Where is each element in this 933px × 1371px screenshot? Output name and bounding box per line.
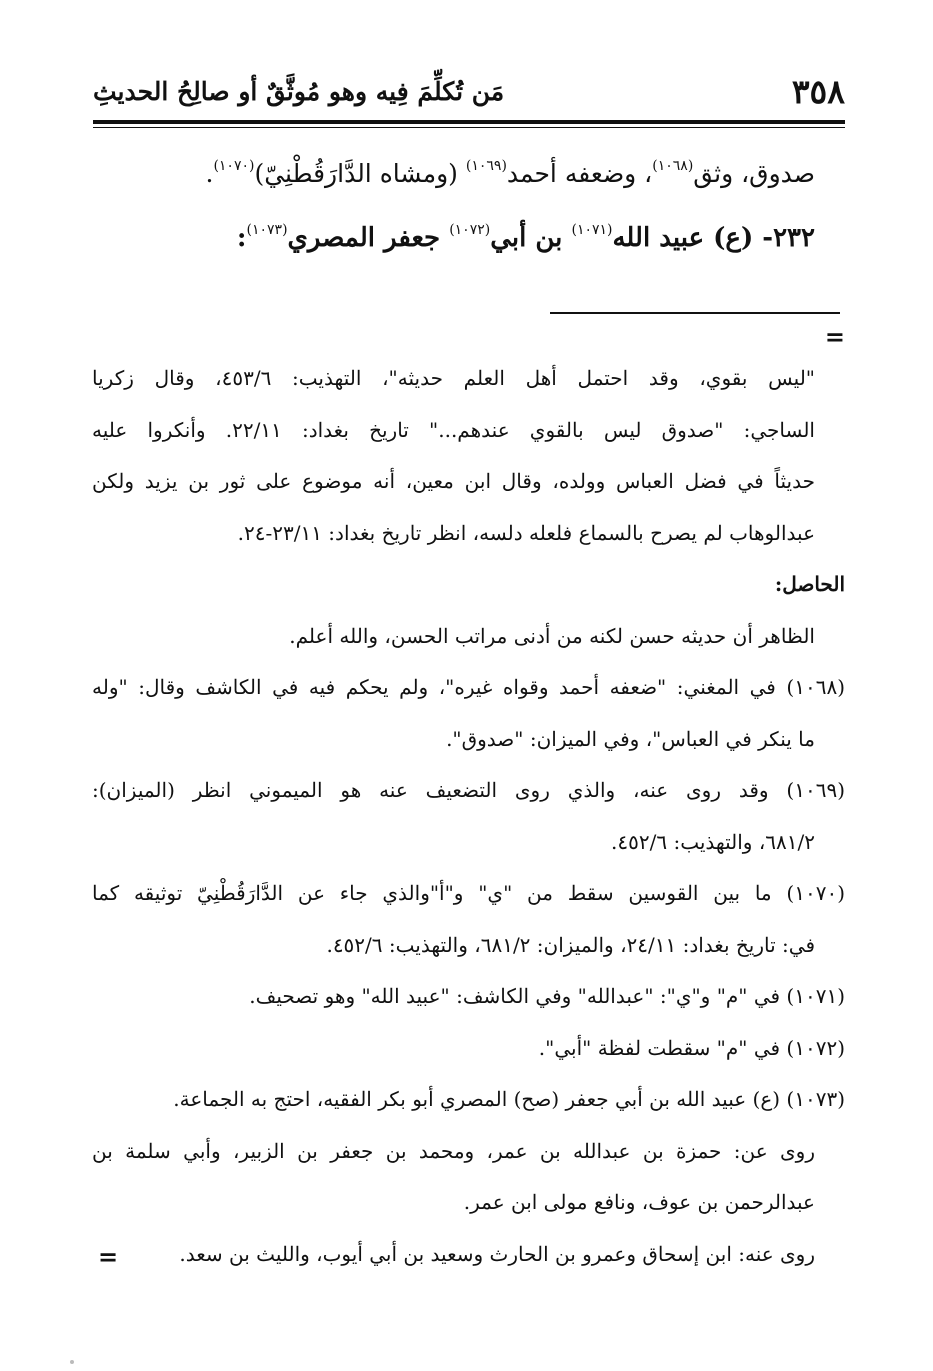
scan-speck	[70, 1360, 74, 1364]
next-page-mark: =	[98, 1242, 119, 1271]
entry-heading-text: :	[236, 223, 247, 253]
footnote-separator	[550, 312, 840, 314]
entry-heading	[90, 222, 815, 254]
footnote-line: "ليس بقوي، وقد احتمل أهل العلم حديثه"، التهذيب: ٤٥٣/٦، وقال زكريا	[92, 366, 816, 390]
footnote-line: ما ينكر في العباس"، وفي الميزان: "صدوق".	[446, 726, 815, 751]
footnote-ref[interactable]: (١٠٦٨)	[652, 158, 694, 174]
footnote-ref[interactable]: (١٠٧٠)	[213, 158, 255, 174]
entry-heading-text: ٢٣٢- (ع) عبيد الله	[612, 223, 815, 253]
footnote-line: الظاهر أن حديثه حسن لكنه من أدنى مراتب الحسن، والله أعلم.	[289, 623, 815, 648]
footnote-line: الساجي: "صدوق ليس بالقوي عندهم..." تاريخ بغداد: ٢٢/١١. وأنكروا عليه	[92, 417, 815, 442]
header-rule-thin	[93, 127, 845, 128]
continuation-mark: =	[824, 322, 845, 351]
page-number: ٣٥٨	[791, 71, 845, 111]
footnote-ref[interactable]: (١٠٧٣)	[246, 222, 288, 238]
entry-heading-text: بن أبي	[490, 223, 572, 253]
footnote-line: (١٠٧٣) (ع) عبيد الله بن أبي جعفر (صح) المصري أبو بكر الفقيه، احتج به الجماعة.	[173, 1087, 845, 1111]
entry-heading-text: جعفر المصري	[287, 223, 450, 253]
footnote-line: (١٠٧٠) ما بين القوسين سقط من "ي" و"أ"والذي جاء عن الدَّارَقُطْنِيّ توثيقه كما	[92, 881, 845, 905]
footnote-line: في: تاريخ بغداد: ٢٤/١١، والميزان: ٦٨١/٢، والتهذيب: ٤٥٢/٦.	[326, 932, 815, 957]
footnote-ref[interactable]: (١٠٧٢)	[449, 222, 491, 238]
footnote-line: حديثاً في فضل العباس وولده، وقال ابن معين، أنه موضوع على ثور بن يزيد ولكن	[92, 469, 815, 493]
header-rule-thick	[93, 120, 845, 124]
footnote-ref[interactable]: (١٠٧١)	[571, 222, 613, 238]
main-text: ، وضعفه أحمد	[506, 159, 653, 188]
footnote-line: روى عن: حمزة بن عبدالله بن عمر، ومحمد بن جعفر بن الزبير، وأبي سلمة بن	[92, 1138, 815, 1163]
footnotes	[92, 358, 845, 1285]
footnote-line: روى عنه: ابن إسحاق وعمرو بن الحارث وسعيد بن أبي أيوب، والليث بن سعد.	[179, 1241, 815, 1266]
main-text: .	[205, 159, 214, 188]
footnote-line: ٦٨١/٢، والتهذيب: ٤٥٢/٦.	[611, 829, 815, 854]
footnote-line: (١٠٦٨) في المغني: "ضعفه أحمد وقواه غيره"، ولم يحكم فيه في الكاشف وقال: "وله	[92, 675, 845, 699]
footnote-line: عبدالوهاب لم يصرح بالسماع فلعله دلسه، انظر تاريخ بغداد: ٢٣/١١-٢٤.	[237, 520, 815, 545]
page-header	[93, 66, 845, 116]
running-title: مَن تُكلِّمَ فِيه وهو مُوثَّقٌ أو صالِحُ الحديثِ	[93, 76, 505, 106]
footnote-line: (١٠٧١) في "م" و"ي": "عبدالله" وفي الكاشف: "عبيد الله" وهو تصحيف.	[249, 984, 845, 1008]
footnote-line: (١٠٧٢) في "م" سقطت لفظة "أبي".	[538, 1035, 845, 1060]
footnote-subheading: الحاصل:	[774, 572, 845, 596]
footnote-line: عبدالرحمن بن عوف، ونافع مولى ابن عمر.	[463, 1190, 815, 1214]
footnote-ref[interactable]: (١٠٦٩)	[465, 158, 507, 174]
main-text: (ومشاه الدَّارَقُطْنِيّ)	[254, 159, 466, 188]
footnote-line: (١٠٦٩) وقد روى عنه، والذي روى التضعيف عنه هو الميموني انظر (الميزان):	[92, 778, 845, 802]
main-text: صدوق، وثق	[693, 159, 815, 188]
main-text-line-1	[90, 158, 815, 189]
